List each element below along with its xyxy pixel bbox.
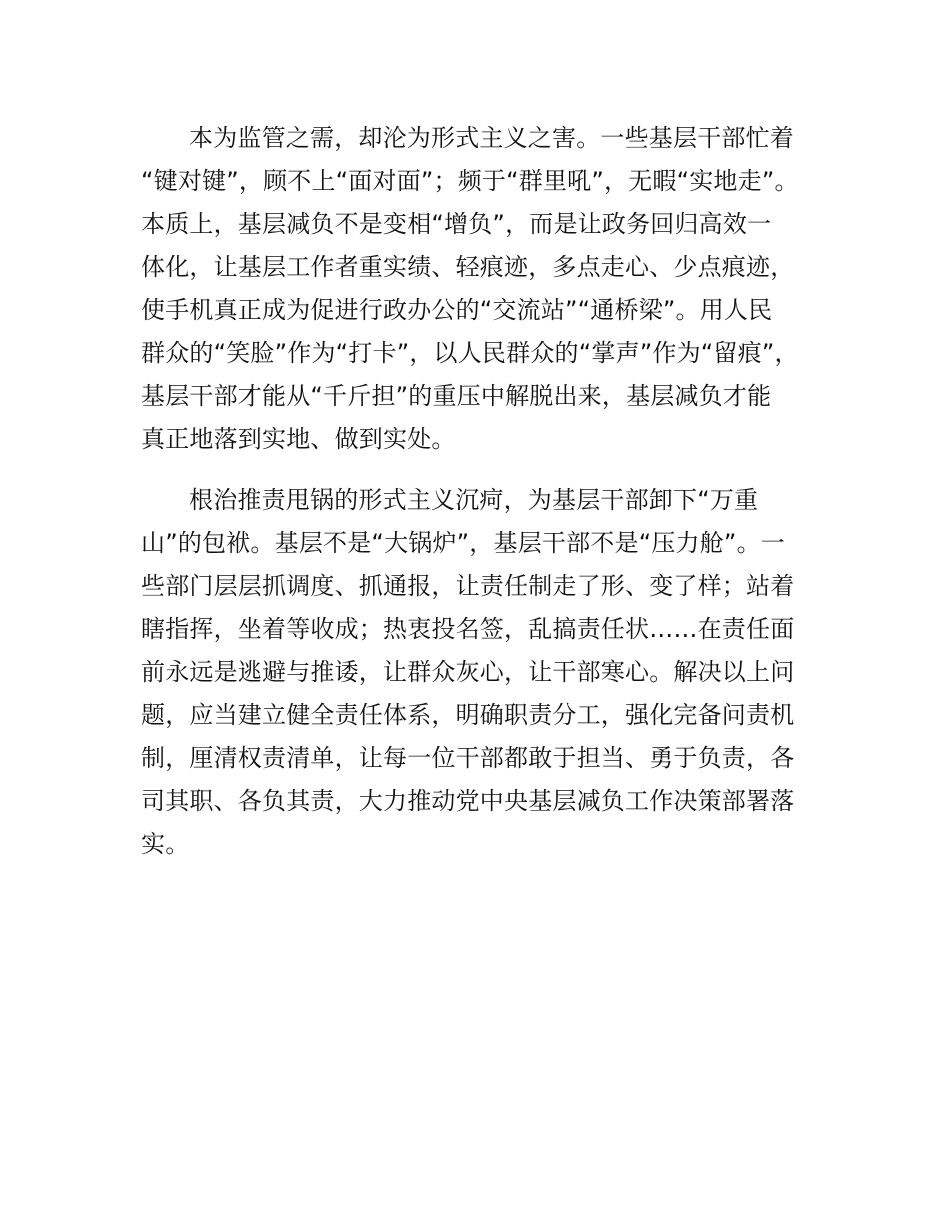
paragraph-line: 些部门层层抓调度、抓通报，让责任制走了形、变了样；站着 — [141, 572, 795, 600]
paragraph-1 — [141, 117, 841, 461]
paragraph-line: 制，厘清权责清单，让每一位干部都敢于担当、勇于负责，各 — [141, 744, 795, 772]
paragraph-line: 根治推责甩锅的形式主义沉疴，为基层干部卸下“万重 — [189, 486, 759, 514]
document-body — [141, 117, 841, 884]
paragraph-line: 司其职、各负其责，大力推动党中央基层减负工作决策部署落 — [141, 787, 795, 815]
paragraph-line: 题，应当建立健全责任体系，明确职责分工，强化完备问责机 — [141, 701, 795, 729]
paragraph-line: “键对键”，顾不上“面对面”；频于“群里吼”，无暇“实地走”。 — [141, 167, 799, 195]
paragraph-line: 体化，让基层工作者重实绩、轻痕迹，多点走心、少点痕迹， — [141, 253, 795, 281]
paragraph-line: 基层干部才能从“千斤担”的重压中解脱出来，基层减负才能 — [141, 382, 772, 410]
paragraph-line: 前永远是逃避与推诿，让群众灰心，让干部寒心。解决以上问 — [141, 658, 795, 686]
paragraph-line: 真正地落到实地、做到实处。 — [141, 425, 456, 453]
paragraph-line: 群众的“笑脸”作为“打卡”，以人民群众的“掌声”作为“留痕”， — [141, 339, 799, 367]
paragraph-line: 瞎指挥，坐着等收成；热衷投名签，乱搞责任状……在责任面 — [141, 615, 795, 643]
paragraph-line: 实。 — [141, 830, 190, 858]
paragraph-line: 本质上，基层减负不是变相“增负”，而是让政务回归高效一 — [141, 210, 772, 238]
paragraph-line: 本为监管之需，却沦为形式主义之害。一些基层干部忙着 — [189, 124, 794, 152]
paragraph-line: 山”的包袱。基层不是“大锅炉”，基层干部不是“压力舱”。一 — [141, 529, 785, 557]
paragraph-line: 使手机真正成为促进行政办公的“交流站”“通桥梁”。用人民 — [141, 296, 773, 324]
paragraph-2 — [141, 479, 841, 866]
